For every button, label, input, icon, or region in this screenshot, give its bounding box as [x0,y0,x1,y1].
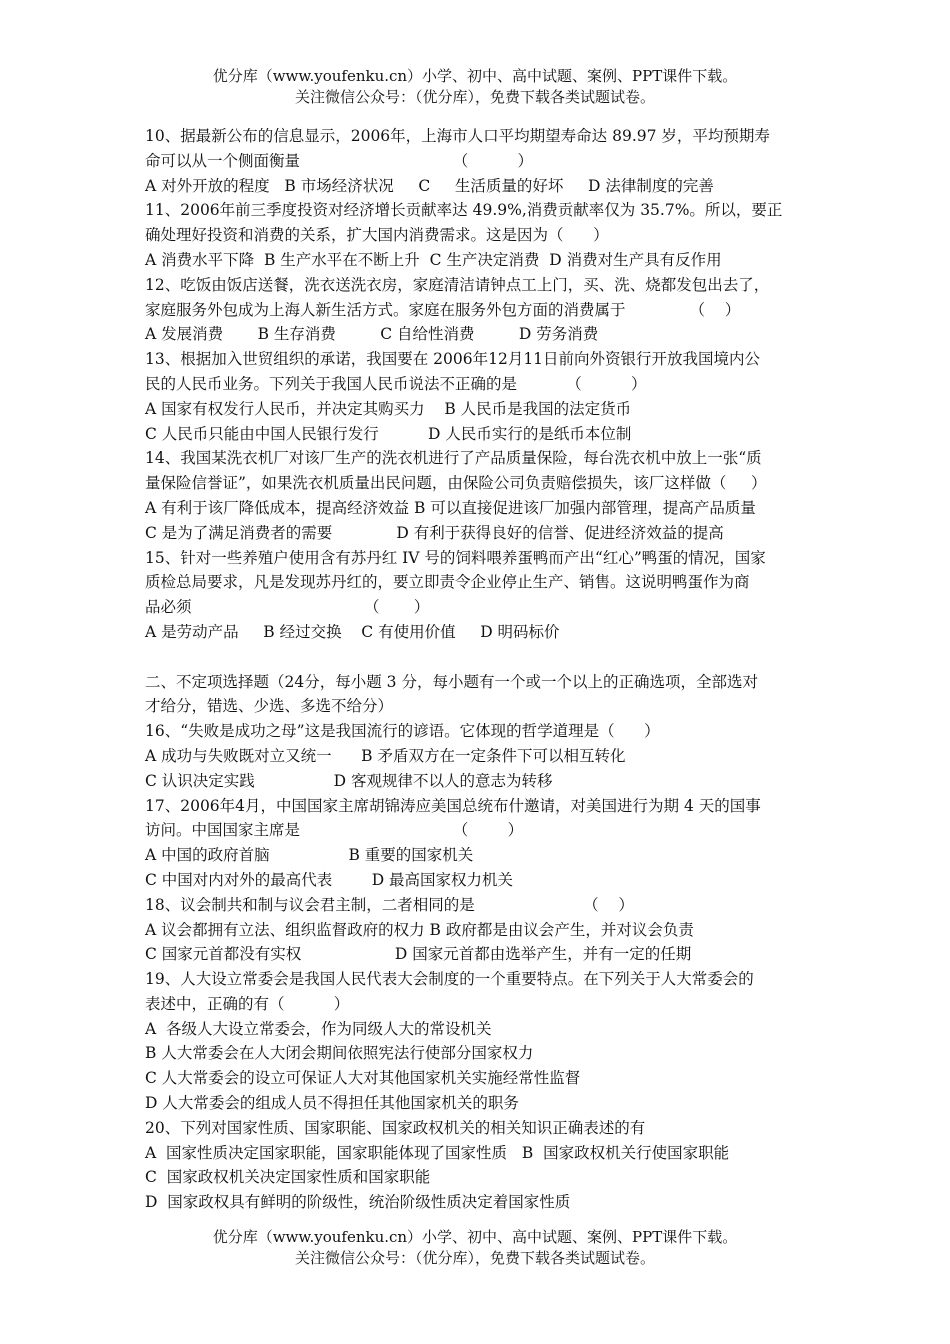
text-line: B 人大常委会在人大闭会期间依照宪法行使部分国家权力 [145,1044,534,1063]
text-line: C 中国对内对外的最高代表 D 最高国家权力机关 [145,870,514,889]
text-line: C 国家政权机关决定国家性质和国家职能 [145,1168,431,1187]
text-line: 质检总局要求，凡是发现苏丹红的，要立即责令企业停止生产、销售。这说明鸭蛋作为商 [145,573,750,592]
text-line: 17、2006年4月，中国国家主席胡锦涛应美国总统布什邀请，对美国进行为期 4 天的国事 [145,796,761,815]
text-line: 民的人民币业务。下列关于我国人民币说法不正确的是 （ ） [145,374,647,393]
text-line: 16、“失败是成功之母”这是我国流行的谚语。它体现的哲学道理是（ ） [145,722,660,741]
text-line: C 人大常委会的设立可保证人大对其他国家机关实施经常性监督 [145,1069,581,1088]
text-line: 19、人大设立常委会是我国人民代表大会制度的一个重要特点。在下列关于人大常委会的 [145,970,754,989]
text-line: A 发展消费 B 生存消费 C 自给性消费 D 劳务消费 [145,325,599,344]
text-line: 表述中，正确的有（ ） [145,994,350,1013]
page-header [0,66,950,108]
text-line: A 成功与失败既对立又统一 B 矛盾双方在一定条件下可以相互转化 [145,746,626,765]
text-line: 家庭服务外包成为上海人新生活方式。家庭在服务外包方面的消费属于 （ ） [145,300,741,319]
text-line: 13、根据加入世贸组织的承诺，我国要在 2006年12月11日前向外资银行开放我国境内公 [145,350,761,369]
text-line: 量保险信誉证”，如果洗衣机质量出民问题，由保险公司负责赔偿损失，该厂这样做（ ） [145,474,767,493]
text-line: 命可以从一个侧面衡量 （ ） [145,151,534,170]
text-line: 14、我国某洗衣机厂对该厂生产的洗衣机进行了产品质量保险，每台洗衣机中放上一张“质 [145,449,762,468]
text-line: A 中国的政府首脑 B 重要的国家机关 [145,846,474,865]
text-line: A 是劳动产品 B 经过交换 C 有使用价值 D 明码标价 [145,622,560,641]
text-line: 二、不定项选择题（24分，每小题 3 分，每小题有一个或一个以上的正确选项，全部选对 [145,672,758,691]
footer-line-1: 优分库（www.youfenku.cn）小学、初中、高中试题、案例、PPT课件下载。 [212,1228,738,1246]
section-gap [145,645,815,670]
text-line: 18、议会制共和制与议会君主制，二者相同的是 （ ） [145,895,634,914]
text-line: 才给分，错选、少选、多选不给分） [145,697,394,716]
header-line-2: 关注微信公众号：（优分库），免费下载各类试题试卷。 [294,88,655,106]
text-line: 11、2006年前三季度投资对经济增长贡献率达 49.9%,消费贡献率仅为 35.7%。所以，要正 [145,201,783,220]
text-line: 10、据最新公布的信息显示，2006年，上海市人口平均期望寿命达 89.97 岁，平均预期寿 [145,127,770,145]
text-line: A 议会都拥有立法、组织监督政府的权力 B 政府都是由议会产生，并对议会负责 [145,920,694,939]
text-line: D 人大常委会的组成人员不得担任其他国家机关的职务 [145,1094,519,1113]
multiple-choice-block [145,670,815,1216]
text-line: A 对外开放的程度 B 市场经济状况 C 生活质量的好坏 D 法律制度的完善 [145,176,714,195]
text-line: A 消费水平下降 B 生产水平在不断上升 C 生产决定消费 D 消费对生产具有反作用 [145,250,722,269]
text-line: C 国家元首都没有实权 D 国家元首都由选举产生，并有一定的任期 [145,945,692,964]
text-line: 确处理好投资和消费的关系，扩大国内消费需求。这是因为（ ） [145,226,609,245]
text-line: A 国家性质决定国家职能，国家职能体现了国家性质 B 国家政权机关行使国家职能 [145,1143,730,1162]
text-line: C 认识决定实践 D 客观规律不以人的意志为转移 [145,771,553,790]
text-line: 访问。中国国家主席是 （ ） [145,821,524,840]
text-line: 15、针对一些养殖户使用含有苏丹红 IV 号的饲料喂养蛋鸭而产出“红心”鸭蛋的情况，国家 [145,548,766,567]
text-line: C 人民币只能由中国人民银行发行 D 人民币实行的是纸币本位制 [145,424,632,443]
text-line: 20、下列对国家性质、国家职能、国家政权机关的相关知识正确表述的有 [145,1118,646,1137]
text-line: 品必须 （ ） [145,598,430,617]
single-choice-block [145,124,815,645]
text-line: 12、吃饭由饭店送餐，洗衣送洗衣房，家庭清洁请钟点工上门，买、洗、烧都发包出去了， [145,275,770,294]
text-line: A 有利于该厂降低成本，提高经济效益 B 可以直接促进该厂加强内部管理，提高产品质量 [145,498,756,517]
header-line-1: 优分库（www.youfenku.cn）小学、初中、高中试题、案例、PPT课件下载。 [212,67,738,85]
text-line: A 国家有权发行人民币，并决定其购买力 B 人民币是我国的法定货币 [145,399,632,418]
footer-line-2: 关注微信公众号：（优分库），免费下载各类试题试卷。 [294,1249,655,1267]
text-line: C 是为了满足消费者的需要 D 有利于获得良好的信誉、促进经济效益的提高 [145,523,724,542]
text-line: D 国家政权具有鲜明的阶级性，统治阶级性质决定着国家性质 [145,1193,571,1212]
page-footer [0,1227,950,1269]
text-line: A 各级人大设立常委会，作为同级人大的常设机关 [145,1019,492,1038]
exam-content [145,124,815,1215]
